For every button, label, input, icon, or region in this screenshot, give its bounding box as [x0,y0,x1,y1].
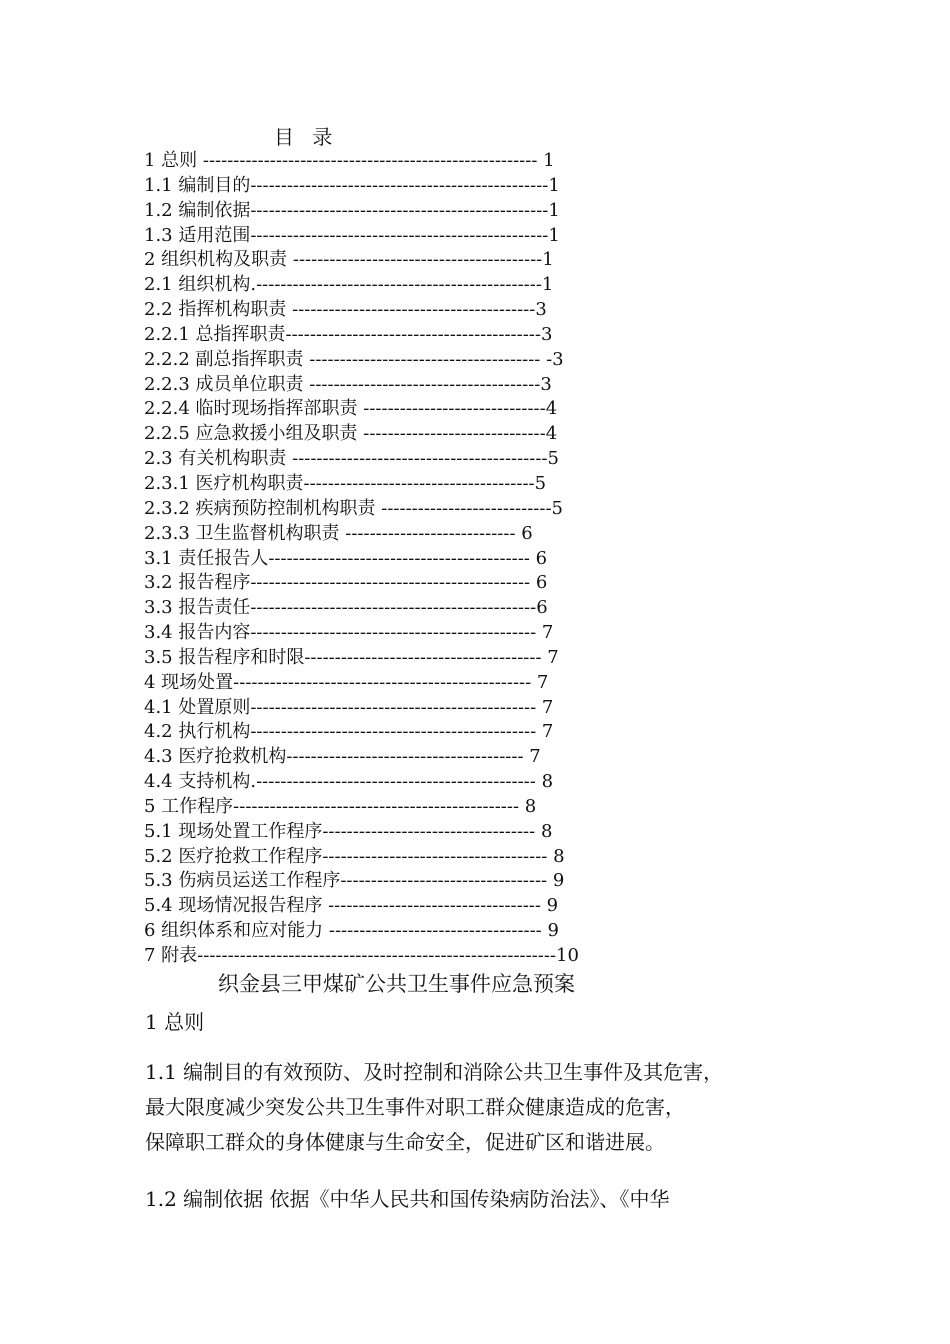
toc-line: 1.1 编制目的-------------------------------------------------1 [144,174,560,196]
toc-line: 5.3 伤病员运送工作程序---------------------------------- 9 [144,870,565,892]
toc-line: 2.2.1 总指挥职责------------------------------------------3 [144,323,553,345]
toc-line: 5 工作程序----------------------------------------------- 8 [144,795,537,817]
table-of-contents [144,149,579,969]
section-title: 1 总则 [145,1010,205,1034]
paragraph-line: 1.1 编制目的有效预防、及时控制和消除公共卫生事件及其危害， [145,1060,724,1084]
toc-line: 2.3.3 卫生监督机构职责 ---------------------------- 6 [144,522,533,544]
toc-line: 3.5 报告程序和时限--------------------------------------- 7 [144,646,559,668]
toc-line: 2.3 有关机构职责 ------------------------------------------5 [144,448,559,470]
toc-line: 3.2 报告程序---------------------------------------------- 6 [144,572,548,594]
toc-line: 3.3 报告责任-----------------------------------------------6 [144,597,548,619]
toc-line: 3.4 报告内容----------------------------------------------- 7 [144,622,554,644]
toc-line: 3.1 责任报告人------------------------------------------- 6 [144,547,548,569]
toc-line: 5.1 现场处置工作程序----------------------------------- 8 [144,820,553,842]
toc-line: 1.2 编制依据-------------------------------------------------1 [144,199,560,221]
toc-line: 5.4 现场情况报告程序 ----------------------------------- 9 [144,895,559,917]
paragraph-line: 最大限度减少突发公共卫生事件对职工群众健康造成的危害， [145,1095,685,1119]
toc-line: 2.2.3 成员单位职责 --------------------------------------3 [144,373,552,395]
paragraph-line: 保障职工群众的身体健康与生命安全，促进矿区和谐进展。 [145,1130,665,1154]
toc-line: 4 现场处置------------------------------------------------- 7 [144,671,549,693]
toc-line: 4.2 执行机构----------------------------------------------- 7 [144,721,554,743]
document-title: 织金县三甲煤矿公共卫生事件应急预案 [218,972,575,996]
toc-line: 7 附表-----------------------------------------------------------10 [144,945,579,966]
toc-line: 2 组织机构及职责 -----------------------------------------1 [144,249,554,271]
toc-line: 2.2.5 应急救援小组及职责 ------------------------------4 [144,423,558,445]
toc-line: 4.1 处置原则----------------------------------------------- 7 [144,696,554,718]
toc-line: 2.1 组织机构.-----------------------------------------------1 [144,274,554,296]
toc-line: 2.2 指挥机构职责 ----------------------------------------3 [144,299,547,321]
toc-line: 1 总则 ------------------------------------------------------- 1 [144,150,555,171]
toc-line: 5.2 医疗抢救工作程序------------------------------------- 8 [144,845,565,867]
paragraph-purpose [145,1055,905,1160]
toc-line: 4.4 支持机构.---------------------------------------------- 8 [144,771,554,793]
toc-line: 2.2.4 临时现场指挥部职责 ------------------------------4 [144,398,558,420]
toc-line: 4.3 医疗抢救机构--------------------------------------- 7 [144,746,541,768]
toc-line: 6 组织体系和应对能力 ----------------------------------- 9 [144,920,559,942]
toc-heading: 目 录 [274,125,339,149]
toc-line: 2.3.1 医疗机构职责--------------------------------------5 [144,472,547,494]
toc-line: 2.3.2 疾病预防控制机构职责 ----------------------------5 [144,497,563,519]
toc-line: 1.3 适用范围-------------------------------------------------1 [144,224,560,246]
toc-line: 2.2.2 副总指挥职责 -------------------------------------- -3 [144,348,564,370]
paragraph-basis: 1.2 编制依据 依据《中华人民共和国传染病防治法》、《中华 [145,1187,670,1211]
